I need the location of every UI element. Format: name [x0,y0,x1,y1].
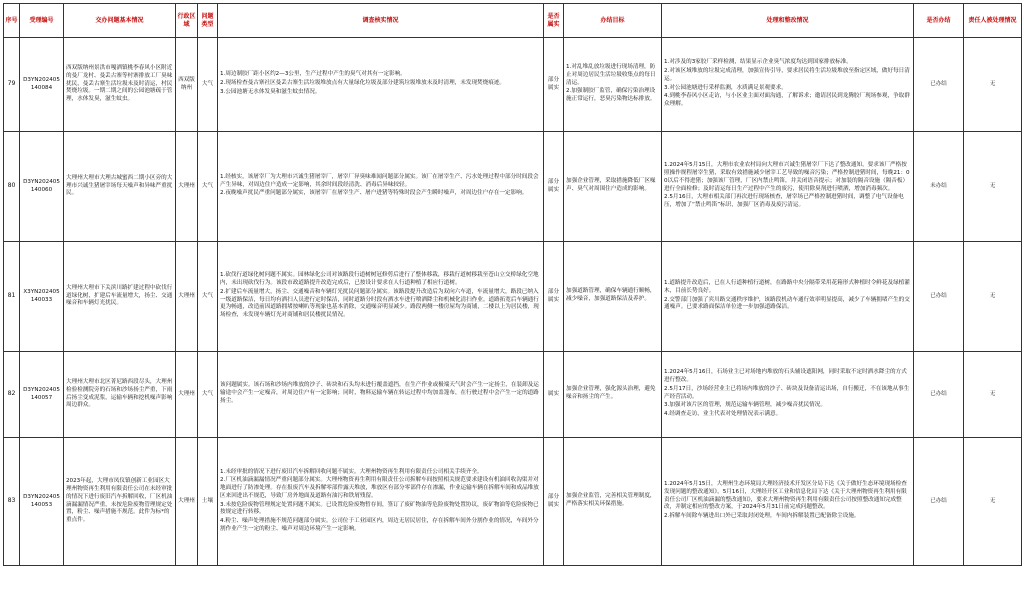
row-handling [662,38,914,132]
row-region: 大理州 [176,438,198,566]
header-handling: 处理和整改情况 [662,4,914,38]
row-region: 大理州 [176,352,198,438]
survey-line: 1.砍伐行道绿化树问题不属实。园林绿化公司对该路段行道树树冠修剪后进行了整体移栽，移栽行道树移栽至苍山立交桥绿化空地内，未出现砍伐行为。该段市政道路提升改造完成后，已按设计要求在人行道种植了相应行道树。 [220,272,539,287]
handling-line: 1.2024年5月15日，大理市农业农村局向大理市兴诚生猪屠宰厂下达了整改通知，要求该厂严格按照操作规程屠宰生猪，采取有效措施减少屠宰工艺导致的噪音污染；严格控制进猪时间，每晚21：00以后不得进猪；加强该厂管理，厂区内禁止鸣笛，并关闭语音提示；对加装的隔音设施（隔音板）进行全面检修；及时清运每日生产过程中产生的废污，使用除臭剂进行喷洒，增加消毒频次。 [664,162,910,192]
complaint-table [3,3,1022,566]
header-id: 受理编号 [20,4,64,38]
row-true: 部分属实 [544,38,564,132]
row-issue: 大理州大理市大理古城蜜西二期小区旁的大理市兴诚生猪屠宰场每天噪声和异味严重扰民。 [64,132,176,242]
goal-line: 加强道路管理，确保车辆通行顺畅，减少噪音，加强道路保洁及养护。 [566,288,656,302]
row-region: 西双版纳州 [176,38,198,132]
survey-line: 1.经核实，该屠宰厂为大理市兴诚生猪屠宰厂，屠宰厂异臭味难闻问题部分属实。该厂在屠宰生产、污水处理过程中部分时间段会产生异味，对周边住户造成一定影响，其余时间段经清洗、消毒后异味较轻。 [220,173,539,188]
row-closed: 已办结 [914,438,964,566]
handling-line: 3.加强对该片区的管理，规范运输车辆管理，减少噪音扰民情况。 [664,402,826,409]
handling-line: 2.交警部门加强了宾川路交通秩序维护，该路段机动车通行效率明显提高，减少了车辆拥堵产生的交通噪声。已要求路面保洁单位进一步加强道路保洁。 [664,296,910,311]
goal-line: 加强企业管理，强化源头治理，避免噪音和扬尘的产生。 [566,386,656,400]
row-survey [218,352,544,438]
row-id: D3YN202405140084 [20,38,64,132]
row-handling [662,438,914,566]
handling-line: 2.对该区域堆放的垃圾完成清理，加强宣传引导，要求居民将生活垃圾堆放至指定区域，做好每日清运。 [664,68,910,82]
table-header-row [4,4,1022,38]
row-id: X3YN202405140033 [20,242,64,352]
row-goal [564,438,662,566]
row-closed: 已办结 [914,38,964,132]
row-closed: 已办结 [914,242,964,352]
row-no: 79 [4,38,20,132]
survey-line: 1.周边制胶厂距小区约2—3公里，生产过程中产生的臭气对其有一定影响。 [220,71,406,78]
row-resp: 无 [964,438,1022,566]
header-no: 序号 [4,4,20,38]
row-resp: 无 [964,132,1022,242]
row-id: D3YN202405140060 [20,132,64,242]
header-goal: 办结目标 [564,4,662,38]
row-goal [564,242,662,352]
goal-line: 1.对乱堆乱放垃圾进行现场清理，防止对周边居民生活垃圾收集点的每日清运。 [566,64,656,86]
survey-line: 3.公园池塘无水体发臭和滋生蚊虫情况。 [220,88,321,95]
row-true: 部分属实 [544,132,564,242]
table-row [4,352,1022,438]
header-closed: 是否办结 [914,4,964,38]
row-id: D3YN202405140053 [20,438,64,566]
row-no: 82 [4,352,20,438]
row-survey [218,38,544,132]
handling-line: 4.经调查走访，业主代表对处理情况表示满意。 [664,410,782,417]
survey-line: 2.现场检查曼古寨社区曼丢古寨生活垃圾堆放点有大量绿化垃圾及部分建筑垃圾堆放未及时清理，未发现焚烧痕迹。 [220,80,506,87]
row-no: 83 [4,438,20,566]
row-issue: 西双版纳州景洪市嘎洒镇桃李春风小区附近的曼厂龙村、曼丢古寨等村寨排放工厂臭味扰民，曼丢古寨生活垃圾未及时清运，村民焚烧垃圾。一期二期之间的公园池塘疏于管理，水体发臭，滋生蚊虫。 [64,38,176,132]
row-resp: 无 [964,242,1022,352]
goal-line: 加强企业监管，完善相关管理制度，严格落实相关环保措施。 [566,493,656,507]
goal-line: 2.加强制胶厂监管，确保污染治理设施正常运行，恶臭污染物达标排放。 [566,88,656,103]
row-type: 土壤 [198,438,218,566]
row-handling [662,352,914,438]
row-true: 部分属实 [544,242,564,352]
handling-line: 4.到桃李春风小区走访，与小区业主面对面沟通，了解诉求；邀请居民到龙腾胶厂现场参观，争取群众理解。 [664,93,910,107]
handling-line: 1.道路提升改造后，已在人行道种植行道树，在路路中央分隔带采用花箱形式种植时令鲜花及绿植灌木，目前长势良好。 [664,280,910,294]
row-handling [662,132,914,242]
row-closed: 未办结 [914,132,964,242]
handling-line: 1.2024年5月16日，石场业主已对场地内堆放的石头辅设遮阳网，同时采取不定时洒水降尘的方式进行整改。 [664,369,907,384]
goal-line: 加强企业管理，采取措施降低厂区噪声、臭气对周围住户造成的影响。 [566,178,656,192]
row-no: 80 [4,132,20,242]
row-handling [662,242,914,352]
handling-line: 2.5月16日，大理市相关部门再次进行现场核查，屠宰场已严格控制进猪时间，调整了电气设备电压，增加了“禁止鸣笛”标识，加强厂区消毒及废污清运。 [664,194,904,208]
row-survey [218,132,544,242]
table-row [4,38,1022,132]
row-survey [218,242,544,352]
row-goal [564,132,662,242]
row-id: D3YN202405140057 [20,352,64,438]
row-issue: 大理州大理市下关滨川路扩建过程中砍伐行道绿化树，扩建后车流量增大，扬尘、交通噪音和车辆灯光扰民。 [64,242,176,352]
handling-line: 1.2024年5月15日，大理州生态环境局大理经济技术开发区分局下达《关于做好生态环境现场检查发现问题的整改通知》，5月16日，大理经开区工业和信息化局下达《关于大理州物资再生利用有限责任公司厂区机油滴漏的整改通知》，要求大理州物资再生利用有限责任公司按照整改通知完成整改，并制定相应的整改方案，于2024年5月31日前完成问题整改。 [664,481,907,511]
row-survey [218,438,544,566]
handling-line: 2.5月17日，沙场经营业主已将场内堆放的沙子、砖块及设备清运出场，自行搬迁，不在该地从事生产经营活动。 [664,385,910,400]
survey-line: 该问题属实。该石场和沙场内堆放的沙子、砖块和石头均未进行覆盖遮挡，在生产作业或极端天气时会产生一定扬尘，在装卸及运输途中会产生一定噪音，对周边住户有一定影响；同时，物料运输车辆在转运过程中均加盖篷布，在行驶过程中会产生一定的道路扬尘。 [220,382,539,404]
row-goal [564,352,662,438]
row-true: 属实 [544,352,564,438]
survey-line: 4.粉尘、噪声处理措施不规范问题部分属实。公司位于工业园区内，周边无居民居住，存在拆解车间外分割作业的情况，车间外分割作业产生一定的粉尘、噪声对周边环境产生一定影响。 [220,517,539,532]
table-row [4,242,1022,352]
row-issue: 大理州大理市北区菁尼路西段尽头，大理州检验检测院旁的石场和沙场扬尘严重，下雨后扬尘变成泥浆，运输车辆和挖机噪声影响周边群众。 [64,352,176,438]
row-type: 大气 [198,242,218,352]
row-region: 大理州 [176,242,198,352]
header-region: 行政区域 [176,4,198,38]
row-region: 大理州 [176,132,198,242]
handling-line: 3.对公园池塘进行采样监测，水质满足景观要求。 [664,84,787,91]
row-resp: 无 [964,38,1022,132]
survey-line: 2.扩建后车流量增大，扬尘、交通噪音和车辆灯光扰民问题部分属实。该路段提升改造后为双向六车道，车流量增大，路段已纳入一级道路保洁，每日均有洒扫人员进行定时保洁，同时道路分时段有洒水车进行喷洒降尘和机械化清扫作业。道路拓宽后车辆通行更为畅通，改造前因道路拥堵按喇叭等现象也基本消除，交通噪音明显减少。路段两侧一楼房屋均为商铺，二楼以上为居民楼，现场检查，未发现车辆灯光对商铺和居民楼扰民情况。 [220,288,539,318]
row-goal [564,38,662,132]
row-true: 部分属实 [544,438,564,566]
survey-line: 2.夜晚噪声扰民严重问题部分属实，该屠宰厂在屠宰生产、屠户进猪等特殊时段会产生瞬时噪声，对周边住户存在一定影响。 [220,190,528,197]
handling-line: 1.对涉及的3家胶厂采样检测，结果显示企业臭气浓度均达到国家排放标准。 [664,59,852,66]
row-closed: 已办结 [914,352,964,438]
survey-line: 3.未按危险废物管理规定处置问题不属实。已设置危险废物暂存间，签订了废矿物油等危险废物处置协议，废矿物油等危险废物已按规定进行转移。 [220,501,539,516]
row-issue: 2023年起，大理市凤仪镇创新工业园区大理州物资再生利用有限责任公司在未经审批的情况下进行废旧汽车拆解回收，厂区机油滴漏漏情况严重，未按危险废物管理规定处置，粉尘、噪声措施不规范。此件为标*的重点件。 [64,438,176,566]
handling-line: 2.拆解车间除车辆进出口外已采取封闭处理，车间内拆解装置已配备除尘设施。 [664,513,860,520]
row-resp: 无 [964,352,1022,438]
header-true: 是否属实 [544,4,564,38]
header-type: 问题类型 [198,4,218,38]
table-row [4,438,1022,566]
survey-line: 1.未经审批的情况下进行废旧汽车拆解回收问题不属实。大理州物资再生利用有限责任公司相关手续齐全。 [220,468,483,475]
survey-line: 2.厂区机油滴漏漏情况严重问题部分属实。大理州物资再生利用有限责任公司拆解车间按照相关规范要求建设有机油回收沟渠并对地面进行了防渗处理。存在报废汽车及拆解零部件露天堆放，堆放区有部分零部件存在渗漏，作业运输车辆在拆解车间和成品堆放区来回进出不规范，导致厂房外地面及道路有油污和铁屑残留。 [220,477,539,499]
table-row [4,132,1022,242]
row-type: 大气 [198,132,218,242]
header-survey: 调查核实情况 [218,4,544,38]
header-resp: 责任人被处理情况 [964,4,1022,38]
row-type: 大气 [198,352,218,438]
row-type: 大气 [198,38,218,132]
row-no: 81 [4,242,20,352]
header-issue: 交办问题基本情况 [64,4,176,38]
